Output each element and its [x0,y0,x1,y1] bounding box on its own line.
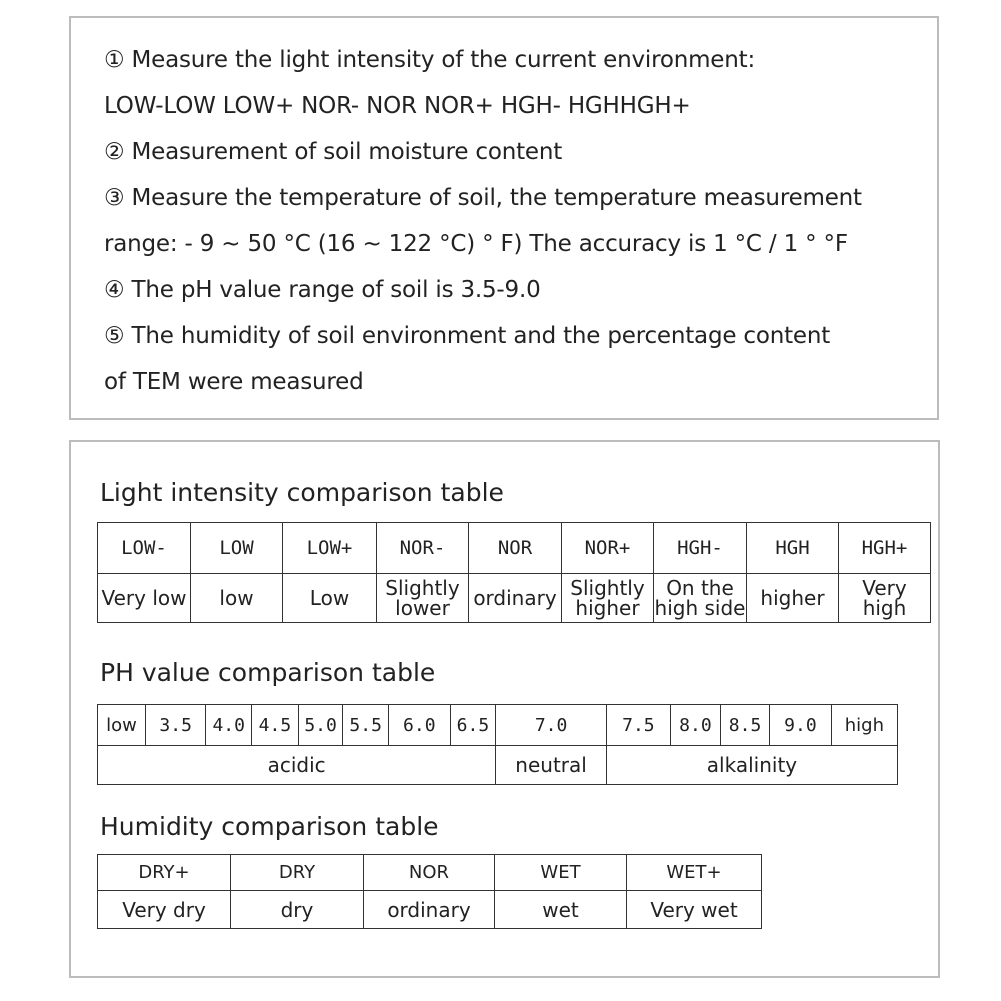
light-intensity-table [97,522,931,623]
light-code-cell: NOR [469,523,562,574]
ph-value-cell: 5.5 [343,705,389,746]
ph-value-cell: 5.0 [298,705,343,746]
feature-line-temperature-range: range: - 9 ~ 50 °C (16 ~ 122 °C) ° F) The accuracy is 1 °C / 1 ° °F [104,231,848,257]
humidity-meaning-cell: Very wet [627,891,762,929]
humidity-meaning-cell: dry [231,891,364,929]
light-code-cell: NOR+ [562,523,654,574]
feature-line-humidity-cont: of TEM were measured [104,369,364,395]
ph-value-cell: low [98,705,146,746]
humidity-table-title: Humidity comparison table [100,812,439,841]
humidity-code-cell: NOR [364,855,495,891]
light-meaning-cell: Slightly lower [377,574,469,623]
humidity-code-cell: WET+ [627,855,762,891]
humidity-meaning-cell: Very dry [98,891,231,929]
light-meaning-cell: Very low [98,574,191,623]
feature-line-temperature: ③ Measure the temperature of soil, the temperature measurement [104,185,862,211]
feature-line-light: ① Measure the light intensity of the current environment: [104,47,756,73]
ph-value-cell: 4.5 [252,705,299,746]
comparison-tables-box [69,440,940,978]
light-code-cell: LOW+ [283,523,377,574]
light-code-cell: LOW- [98,523,191,574]
light-code-cell: HGH+ [839,523,931,574]
light-meaning-cell: higher [747,574,839,623]
feature-line-moisture: ② Measurement of soil moisture content [104,139,563,165]
light-code-cell: HGH [747,523,839,574]
humidity-code-cell: DRY [231,855,364,891]
light-meaning-cell: ordinary [469,574,562,623]
ph-value-cell: 7.0 [496,705,607,746]
light-code-cell: LOW [191,523,283,574]
light-meaning-cell: Very high [839,574,931,623]
feature-line-light-levels: LOW-LOW LOW+ NOR- NOR NOR+ HGH- HGHHGH+ [104,93,691,119]
light-meaning-cell: Slightly higher [562,574,654,623]
ph-value-cell: 6.5 [450,705,496,746]
humidity-meaning-cell: wet [495,891,627,929]
humidity-meaning-cell: ordinary [364,891,495,929]
ph-value-cell: 6.0 [388,705,450,746]
ph-group-acidic: acidic [98,746,496,785]
humidity-code-cell: WET [495,855,627,891]
light-code-cell: NOR- [377,523,469,574]
features-box [69,16,939,420]
ph-value-cell: 8.5 [721,705,770,746]
light-meaning-cell: Low [283,574,377,623]
light-meaning-cell: On the high side [654,574,747,623]
humidity-code-cell: DRY+ [98,855,231,891]
ph-value-cell: 3.5 [145,705,205,746]
ph-group-neutral: neutral [496,746,607,785]
ph-table-title: PH value comparison table [100,658,436,687]
humidity-table [97,854,762,929]
ph-value-cell: 4.0 [206,705,252,746]
light-meaning-cell: low [191,574,283,623]
light-table-title: Light intensity comparison table [100,478,504,507]
feature-line-ph: ④ The pH value range of soil is 3.5-9.0 [104,277,541,303]
ph-value-cell: 9.0 [770,705,832,746]
ph-value-table [97,704,898,785]
ph-value-cell: high [831,705,897,746]
ph-group-alkalinity: alkalinity [606,746,897,785]
ph-value-cell: 8.0 [670,705,720,746]
light-code-cell: HGH- [654,523,747,574]
feature-line-humidity: ⑤ The humidity of soil environment and the percentage content [104,323,831,349]
ph-value-cell: 7.5 [606,705,670,746]
